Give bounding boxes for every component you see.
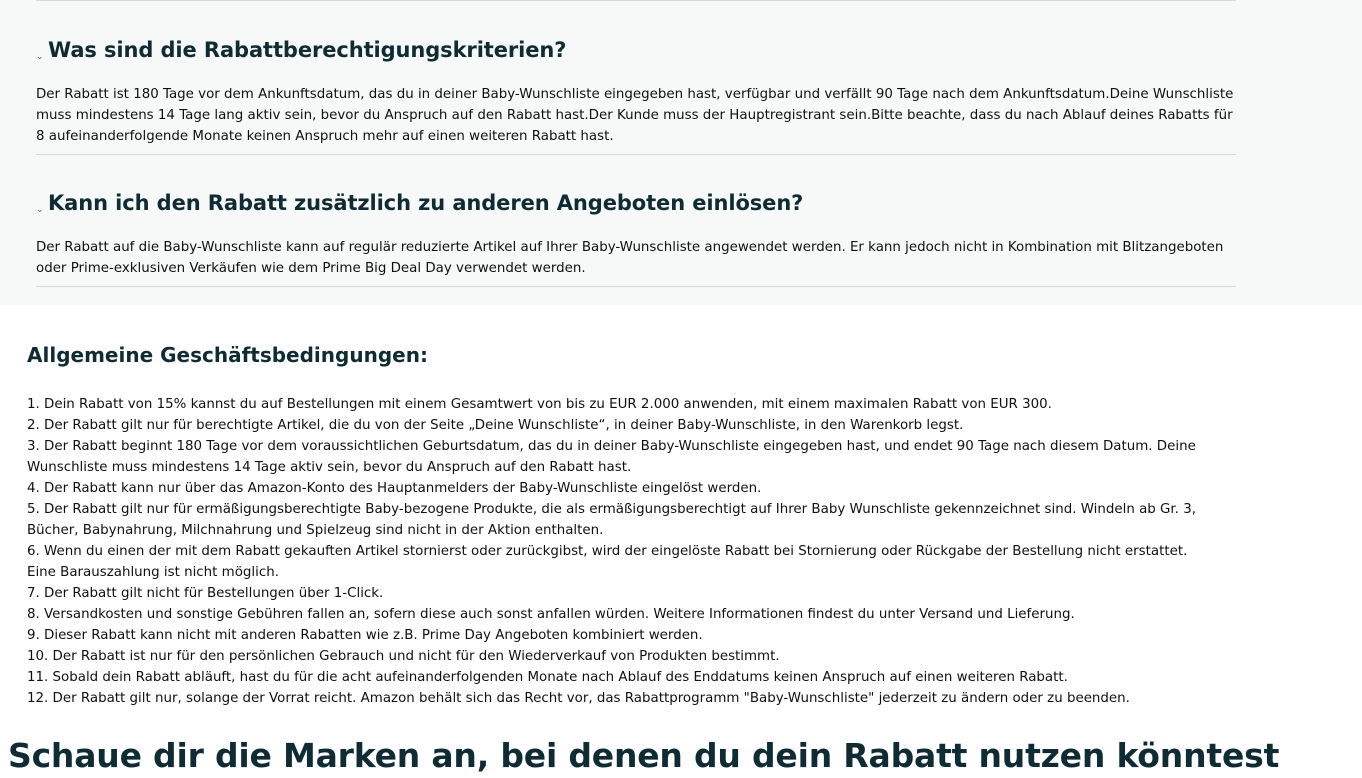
faq-section bbox=[0, 0, 1362, 305]
terms-item: 7. Der Rabatt gilt nicht für Bestellungen über 1-Click. bbox=[27, 586, 384, 601]
faq-divider bbox=[36, 154, 1236, 155]
chevron-down-icon: ⌄ bbox=[36, 52, 44, 62]
terms-item: 8. Versandkosten und sonstige Gebühren fallen an, sofern diese auch sonst anfallen würden. Weitere Informationen findest du unter Versand und Lieferung. bbox=[27, 607, 1075, 622]
terms-list bbox=[27, 394, 1217, 709]
faq-divider bbox=[36, 286, 1236, 287]
terms-item: 10. Der Rabatt ist nur für den persönlichen Gebrauch und nicht für den Wiederverkauf von Produkten bestimmt. bbox=[27, 649, 780, 664]
faq-question-text: Was sind die Rabattberechtigungskriterien? bbox=[48, 38, 567, 62]
chevron-down-icon: ⌄ bbox=[36, 205, 44, 215]
terms-item: 9. Dieser Rabatt kann nicht mit anderen Rabatten wie z.B. Prime Day Angeboten kombiniert werden. bbox=[27, 628, 703, 643]
terms-item: 6. Wenn du einen der mit dem Rabatt gekauften Artikel stornierst oder zurückgibst, wird der eingelöste Rabatt bei Stornierung oder Rückgabe der Bestellung nicht erstattet. Eine Barauszahlung ist nicht möglich. bbox=[27, 544, 1188, 580]
faq-answer-eligibility: Der Rabatt ist 180 Tage vor dem Ankunftsdatum, das du in deiner Baby-Wunschliste eingegeben hast, verfügbar und verfällt 90 Tage nach dem Ankunftsdatum.Deine Wunschliste muss mindestens 14 Tage lang aktiv sein, bevor du Anspruch auf den Rabatt hast.Der Kunde muss der Hauptregistrant sein.Bitte beachte, dass du nach Ablauf deines Rabatts für 8 aufeinanderfolgende Monate keinen Anspruch mehr auf einen weiteren Rabatt hast. bbox=[36, 87, 1234, 144]
terms-item: 5. Der Rabatt gilt nur für ermäßigungsberechtigte Baby-bezogene Produkte, die als ermäßigungsberechtigt auf Ihrer Baby Wunschliste gekennzeichnet sind. Windeln ab Gr. 3, Bücher, Babynahrung, Milchnahrung und Spielzeug sind nicht in der Aktion enthalten. bbox=[27, 502, 1196, 538]
faq-answer-combine: Der Rabatt auf die Baby-Wunschliste kann auf regulär reduzierte Artikel auf Ihrer Baby-Wunschliste angewendet werden. Er kann jedoch nicht in Kombination mit Blitzangeboten oder Prime-exklusiven Verkäufen wie dem Prime Big Deal Day verwendet werden. bbox=[36, 240, 1224, 276]
terms-item: 2. Der Rabatt gilt nur für berechtigte Artikel, die du von der Seite „Deine Wunschliste“, in deiner Baby-Wunschliste, in den Warenkorb legst. bbox=[27, 418, 964, 433]
faq-question-text: Kann ich den Rabatt zusätzlich zu anderen Angeboten einlösen? bbox=[48, 191, 804, 215]
terms-item: 1. Dein Rabatt von 15% kannst du auf Bestellungen mit einem Gesamtwert von bis zu EUR 2.000 anwenden, mit einem maximalen Rabatt von EUR 300. bbox=[27, 397, 1052, 412]
terms-item: 3. Der Rabatt beginnt 180 Tage vor dem voraussichtlichen Geburtsdatum, das du in deiner Baby-Wunschliste eingegeben hast, und endet 90 Tage nach diesem Datum. Deine Wunschliste muss mindestens 14 Tage aktiv sein, bevor du Anspruch auf den Rabatt hast. bbox=[27, 439, 1196, 475]
terms-title: Allgemeine Geschäftsbedingungen: bbox=[27, 343, 428, 367]
terms-item: 4. Der Rabatt kann nur über das Amazon-Konto des Hauptanmelders der Baby-Wunschliste eingelöst werden. bbox=[27, 481, 762, 496]
faq-question-combine[interactable] bbox=[36, 190, 1236, 216]
faq-question-eligibility[interactable] bbox=[36, 37, 1236, 63]
terms-item: 12. Der Rabatt gilt nur, solange der Vorrat reicht. Amazon behält sich das Recht vor, das Rabattprogramm "Baby-Wunschliste" jederzeit zu ändern oder zu beenden. bbox=[27, 691, 1130, 706]
brands-section-title: Schaue dir die Marken an, bei denen du dein Rabatt nutzen könntest bbox=[8, 736, 1280, 775]
terms-item: 11. Sobald dein Rabatt abläuft, hast du für die acht aufeinanderfolgenden Monate nach Ablauf des Enddatums keinen Anspruch auf einen weiteren Rabatt. bbox=[27, 670, 1068, 685]
faq-divider bbox=[36, 0, 1236, 1]
